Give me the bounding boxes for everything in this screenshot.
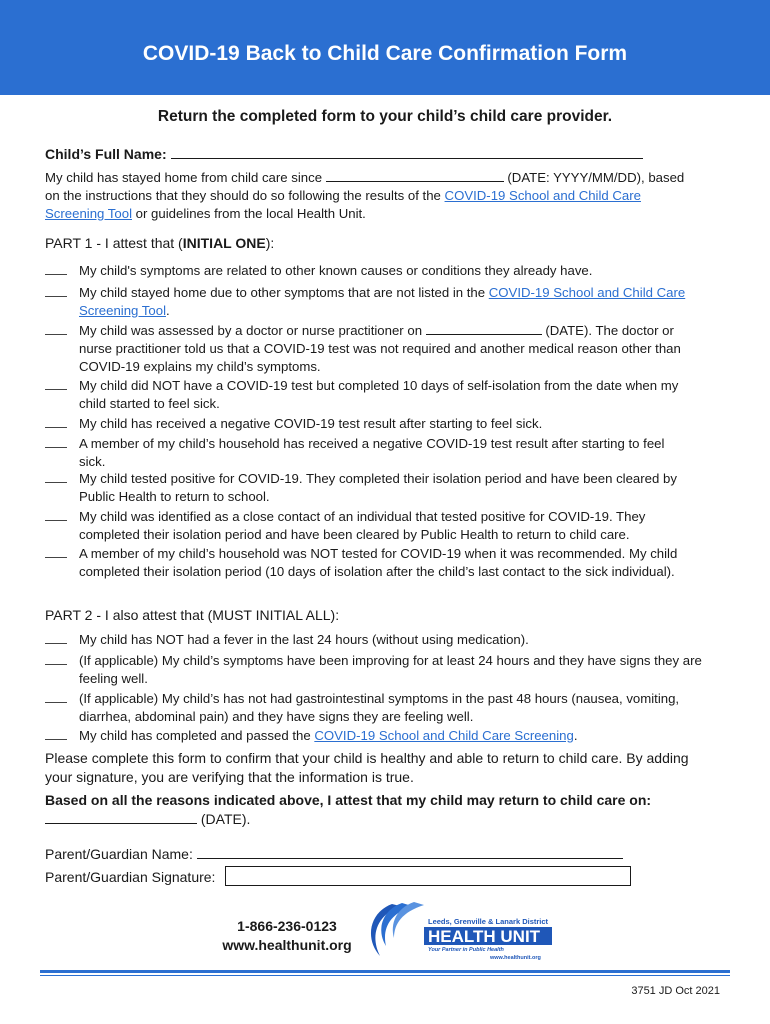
logo-name: HEALTH UNIT (428, 927, 541, 946)
initial-line[interactable] (45, 520, 67, 521)
part1-heading-text: ): (265, 235, 275, 251)
item-text: (If applicable) My child’s has not had gastrointestinal symptoms in the past 48 hours (nausea, vomiting, (79, 691, 680, 706)
contact-website: www.healthunit.org (222, 937, 352, 953)
return-date-field[interactable] (45, 811, 197, 824)
item-text: My child did NOT have a COVID-19 test but completed 10 days of self-isolation from the date when my (79, 378, 679, 393)
guardian-signature-field[interactable] (225, 866, 631, 886)
item-text: A member of my child’s household was NOT tested for COVID-19 when it was recommended. My child (79, 546, 678, 561)
item-text: COVID-19 explains my child’s symptoms. (79, 359, 321, 374)
initial-line[interactable] (45, 296, 67, 297)
item-text: nurse practitioner told us that a COVID-19 test was not required and another medical reason other than (79, 341, 681, 356)
since-date-field[interactable] (326, 169, 504, 182)
part1-heading-bold: INITIAL ONE (182, 235, 266, 251)
closing-text: Please complete this form to confirm that your child is healthy and able to return to child care. By adding (45, 750, 689, 766)
closing-paragraph (45, 749, 735, 787)
initial-line[interactable] (45, 274, 67, 275)
screening-tool-link[interactable]: Screening Tool (79, 303, 166, 318)
item-text: (DATE). The doctor or (545, 323, 674, 338)
intro-line-3 (45, 205, 366, 223)
guardian-name-field[interactable] (197, 846, 623, 859)
intro-text: on the instructions that they should do so following the results of the (45, 188, 441, 203)
date-label: (DATE). (200, 811, 251, 827)
guardian-name-row (45, 845, 623, 863)
item-text: diarrhea, abdominal pain) and they have signs they are feeling well. (79, 709, 474, 724)
intro-line-2 (45, 187, 641, 205)
initial-line[interactable] (45, 334, 67, 335)
part2-heading: PART 2 - I also attest that (MUST INITIAL ALL): (45, 607, 340, 623)
screening-tool-link[interactable]: COVID-19 School and Child Care (444, 188, 641, 203)
form-title: COVID-19 Back to Child Care Confirmation Form (142, 42, 628, 65)
childs-name-field[interactable] (171, 146, 643, 159)
item-text: . (166, 303, 170, 318)
item-text: My child has completed and passed the (79, 728, 311, 743)
childs-name-row (45, 145, 643, 163)
guardian-signature-row (45, 868, 215, 886)
part1-heading-text: PART 1 - I attest that ( (45, 235, 183, 251)
initial-line[interactable] (45, 427, 67, 428)
logo-url: www.healthunit.org (490, 955, 541, 961)
initial-line[interactable] (45, 389, 67, 390)
item-text: feeling well. (79, 671, 148, 686)
initial-line[interactable] (45, 739, 67, 740)
guardian-signature-label: Parent/Guardian Signature: (45, 869, 216, 885)
health-unit-logo (362, 898, 557, 963)
screening-link[interactable]: COVID-19 School and Child Care Screening (314, 728, 574, 743)
logo-district: Leeds, Grenville & Lanark District (428, 917, 549, 926)
childs-name-label: Child’s Full Name: (45, 146, 167, 162)
item-text: My child's symptoms are related to other known causes or conditions they already have. (79, 263, 593, 278)
contact-phone: 1-866-236-0123 (237, 918, 337, 934)
attest-statement: Based on all the reasons indicated above, I attest that my child may return to child care on: (45, 792, 652, 808)
initial-line[interactable] (45, 664, 67, 665)
intro-text: (DATE: YYYY/MM/DD), based (507, 170, 685, 185)
item-text: . (573, 728, 578, 743)
footer-divider (40, 970, 730, 973)
item-text: My child was identified as a close contact of an individual that tested positive for COVID-19. They (79, 509, 646, 524)
item-text: My child has received a negative COVID-19 test result after starting to feel sick. (79, 416, 543, 431)
intro-text: My child has stayed home from child care since (45, 170, 323, 185)
form-subtitle: Return the completed form to your child’s child care provider. (157, 108, 613, 125)
part1-heading (45, 235, 274, 251)
item-text: My child has NOT had a fever in the last 24 hours (without using medication). (79, 632, 529, 647)
form-code: 3751 JD Oct 2021 (631, 985, 720, 997)
item-text: Public Health to return to school. (79, 489, 270, 504)
intro-line-1 (45, 169, 684, 187)
logo-tagline: Your Partner in Public Health (428, 947, 504, 953)
screening-tool-link[interactable]: Screening Tool (45, 206, 132, 221)
footer-divider (40, 975, 730, 976)
closing-text: your signature, you are verifying that the information is true. (45, 769, 414, 785)
screening-tool-link[interactable]: COVID-19 School and Child Care (488, 285, 686, 300)
item-text: child started to feel sick. (79, 396, 220, 411)
assessment-date-field[interactable] (426, 322, 542, 335)
item-text: My child stayed home due to other symptoms that are not listed in the (79, 285, 486, 300)
guardian-name-label: Parent/Guardian Name: (45, 846, 193, 862)
item-text: completed their isolation period and have been cleared by Public Health to return to child care. (79, 527, 630, 542)
return-date-row (45, 810, 735, 829)
initial-line[interactable] (45, 482, 67, 483)
item-text: (If applicable) My child’s symptoms have been improving for at least 24 hours and they have signs they are (79, 653, 702, 668)
item-text: A member of my child’s household has received a negative COVID-19 test result after starting to feel (79, 436, 665, 451)
item-text: sick. (79, 454, 106, 469)
initial-line[interactable] (45, 702, 67, 703)
item-text: completed their isolation period (10 days of isolation after the child’s last contact to the sick individual). (79, 564, 675, 579)
initial-line[interactable] (45, 447, 67, 448)
intro-text: or guidelines from the local Health Unit. (135, 206, 366, 221)
initial-line[interactable] (45, 643, 67, 644)
item-text: My child was assessed by a doctor or nurse practitioner on (79, 323, 423, 338)
initial-line[interactable] (45, 557, 67, 558)
item-text: My child tested positive for COVID-19. They completed their isolation period and have been cleared by (79, 471, 677, 486)
